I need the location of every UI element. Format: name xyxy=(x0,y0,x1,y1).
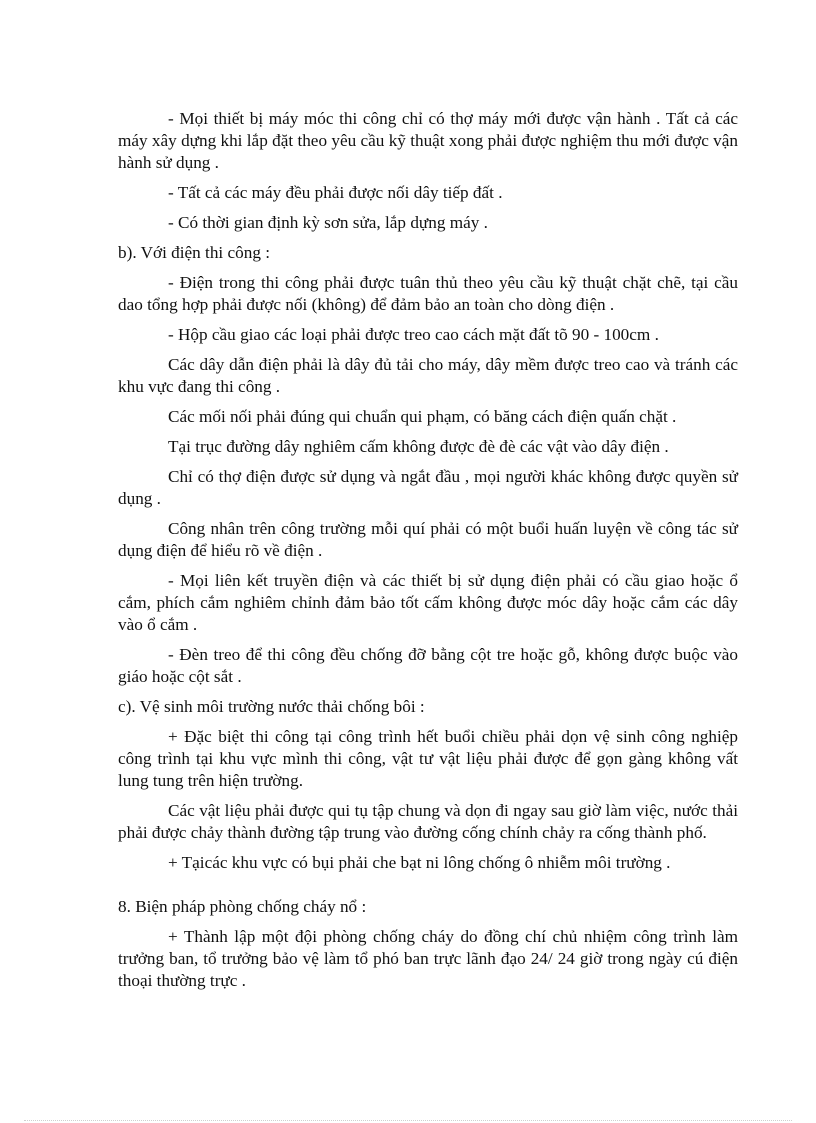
paragraph-wire-joints: Các mối nối phải đúng qui chuẩn qui phạm, có băng cách điện quấn chặt . xyxy=(168,407,677,426)
paragraph-worker-training: Công nhân trên công trường mỗi quí phải có một buổi huấn luyện về công tác sử dụng điện để hiểu rõ về điện . xyxy=(118,519,738,560)
paragraph-connections: - Mọi liên kết truyền điện và các thiết bị sử dụng điện phải có cầu giao hoặc ổ cắm, phích cắm nghiêm chỉnh đảm bảo tốt cấm không được móc dây hoặc cắm các dây vào ổ cắm . xyxy=(118,571,738,634)
paragraph-switch-box-height: - Hộp cầu giao các loại phải được treo cao cách mặt đất tõ 90 - 100cm . xyxy=(168,325,659,344)
paragraph-fire-team: + Thành lập một đội phòng chống cháy do đồng chí chủ nhiệm công trình làm trưởng ban, tổ trưởng bảo vệ làm tổ phó ban trực lãnh đạo 24/ 24 giờ trong ngày cú điện thoại thường trực . xyxy=(118,927,738,990)
paragraph-electric-standards: - Điện trong thi công phải được tuân thủ theo yêu cầu kỹ thuật chặt chẽ, tại cầu dao tổng hợp phải được nối (không) để đảm bảo an toàn cho dòng điện . xyxy=(118,273,738,314)
paragraph-machine-operation: - Mọi thiết bị máy móc thi công chỉ có thợ máy mới được vận hành . Tất cả các máy xây dựng khi lắp đặt theo yêu cầu kỹ thuật xong phải được nghiệm thu mới được vận hành sử dụng . xyxy=(118,109,738,172)
paragraph-site-cleaning: + Đặc biệt thi công tại công trình hết buổi chiều phải dọn vệ sinh công nghiệp công trình tại khu vực mình thi công, vật tư vật liệu phải được để gọn gàng không vất lung tung trên hiện trường. xyxy=(118,727,738,790)
paragraph-dust-cover: + Tạicác khu vực có bụi phải che bạt ni lông chống ô nhiễm môi trường . xyxy=(168,853,671,872)
document-page xyxy=(118,108,738,1000)
section-heading-electricity: b). Với điện thi công : xyxy=(118,243,270,262)
paragraph-machine-maintenance: - Có thời gian định kỳ sơn sửa, lắp dựng máy . xyxy=(168,213,488,232)
paragraph-wire-route: Tại trục đường dây nghiêm cấm không được đè đè các vật vào dây điện . xyxy=(168,437,669,456)
paragraph-conductor-wires: Các dây dẫn điện phải là dây đủ tải cho máy, dây mềm được treo cao và tránh các khu vực đang thi công . xyxy=(118,355,738,396)
paragraph-machine-grounding: - Tất cả các máy đều phải được nối dây tiếp đất . xyxy=(168,183,503,202)
paragraph-electrician-only: Chỉ có thợ điện được sử dụng và ngắt đầu , mọi người khác không được quyền sử dụng . xyxy=(118,467,738,508)
page-bottom-divider xyxy=(24,1120,792,1121)
section-heading-fire-prevention: 8. Biện pháp phòng chống cháy nổ : xyxy=(118,897,367,916)
section-heading-sanitation: c). Vệ sinh môi trường nước thải chống bôi : xyxy=(118,697,425,716)
paragraph-material-collection: Các vật liệu phải được qui tụ tập chung và dọn đi ngay sau giờ làm việc, nước thải phải được chảy thành đường tập trung vào đường cống chính chảy ra cống thành phố. xyxy=(118,801,738,842)
paragraph-lamp-posts: - Đèn treo để thi công đều chống đỡ bằng cột tre hoặc gỗ, không được buộc vào giáo hoặc cột sắt . xyxy=(118,645,738,686)
